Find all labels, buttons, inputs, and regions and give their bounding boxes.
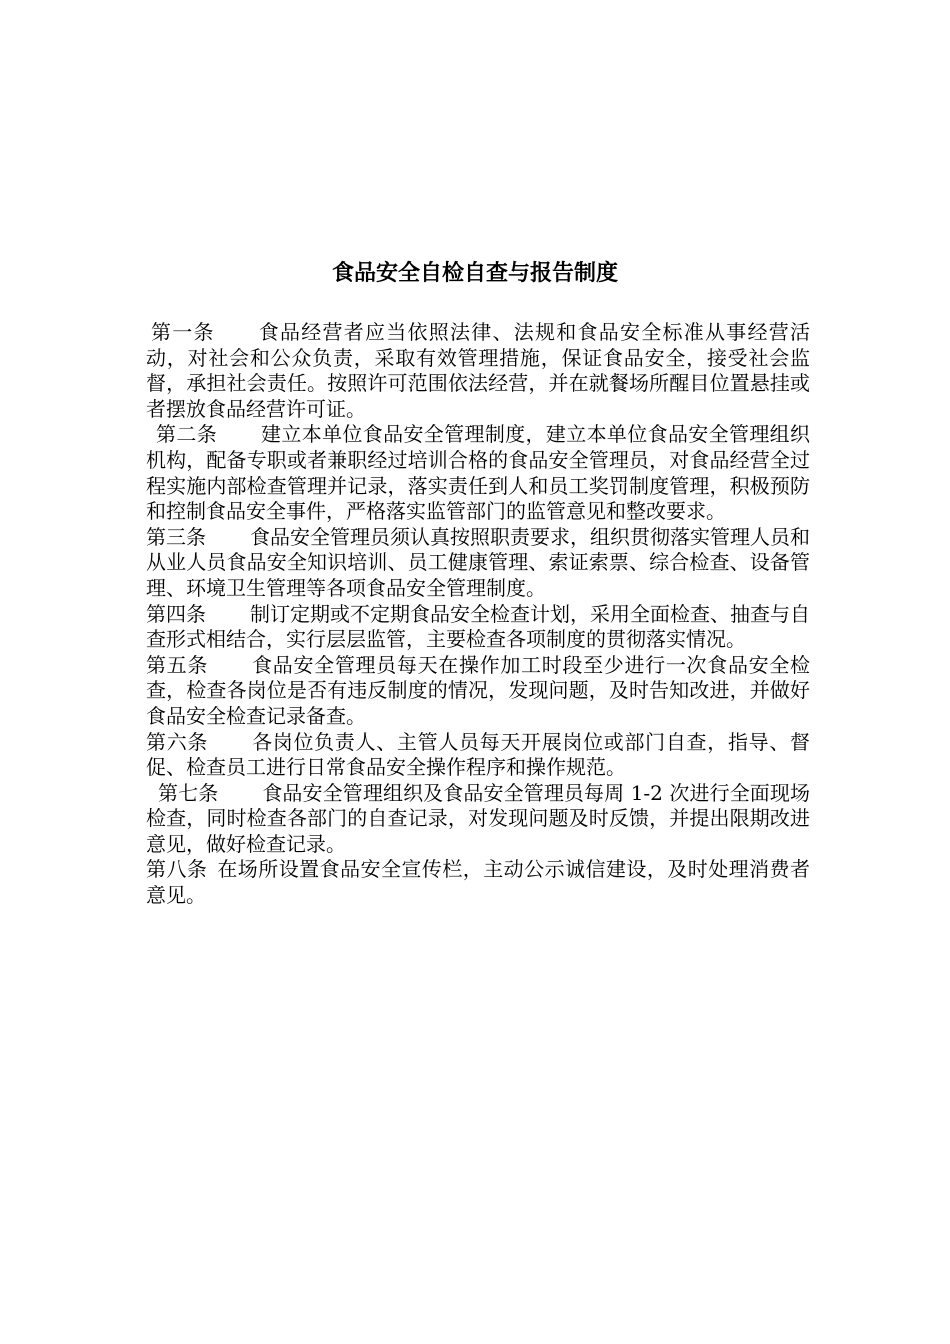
- article-text: 食品经营者应当依照法律、法规和食品安全标准从事经营活动，对社会和公众负责，采取有效管理措施，保证食品安全，接受社会监督，承担社会责任。按照许可范围依法经营，并在就餐场所醒目位置悬挂或者摆放食品经营许可证。: [146, 320, 810, 421]
- article-number: 第二条: [156, 422, 218, 447]
- article-text: 制订定期或不定期食品安全检查计划，采用全面检查、抽查与自查形式相结合，实行层层监管，主要检查各项制度的贯彻落实情况。: [146, 601, 810, 652]
- article-number: 第七条: [158, 780, 219, 805]
- article-text: 建立本单位食品安全管理制度，建立本单位食品安全管理组织机构，配备专职或者兼职经过培训合格的食品安全管理员，对食品经营全过程实施内部检查管理并记录，落实责任到人和员工奖罚制度管理，积极预防和控制食品安全事件，严格落实监管部门的监管意见和整改要求。: [146, 422, 811, 524]
- article-number: 第五条: [146, 652, 209, 677]
- article-3: [146, 525, 810, 602]
- article-number: 第六条: [146, 729, 209, 754]
- article-6: [146, 730, 810, 781]
- article-text: 在场所设置食品安全宣传栏，主动公示诚信建设，及时处理消费者意见。: [146, 857, 811, 908]
- document-body: [146, 320, 810, 909]
- article-1: [146, 320, 810, 422]
- article-text: 食品安全管理员须认真按照职责要求，组织贯彻落实管理人员和从业人员食品安全知识培训、员工健康管理、索证索票、综合检查、设备管理、环境卫生管理等各项食品安全管理制度。: [146, 524, 810, 600]
- article-text: 各岗位负责人、主管人员每天开展岗位或部门自查，指导、督促、检查员工进行日常食品安全操作程序和操作规范。: [146, 729, 811, 780]
- article-5: [146, 653, 810, 730]
- article-number: 第一条: [151, 320, 215, 344]
- article-text: 食品安全管理组织及食品安全管理员每周 1-2 次进行全面现场检查，同时检查各部门的自查记录，对发现问题及时反馈，并提出限期改进意见，做好检查记录。: [146, 780, 811, 856]
- article-8: [146, 857, 810, 908]
- article-text: 食品安全管理员每天在操作加工时段至少进行一次食品安全检查，检查各岗位是否有违反制度的情况，发现问题，及时告知改进，并做好食品安全检查记录备查。: [146, 652, 811, 728]
- document-title: 食品安全自检自查与报告制度: [331, 261, 618, 286]
- article-number: 第八条: [146, 857, 208, 882]
- article-4: [146, 602, 810, 653]
- article-7: [146, 781, 810, 858]
- article-number: 第三条: [146, 524, 206, 549]
- article-number: 第四条: [146, 601, 206, 626]
- article-2: [146, 422, 810, 524]
